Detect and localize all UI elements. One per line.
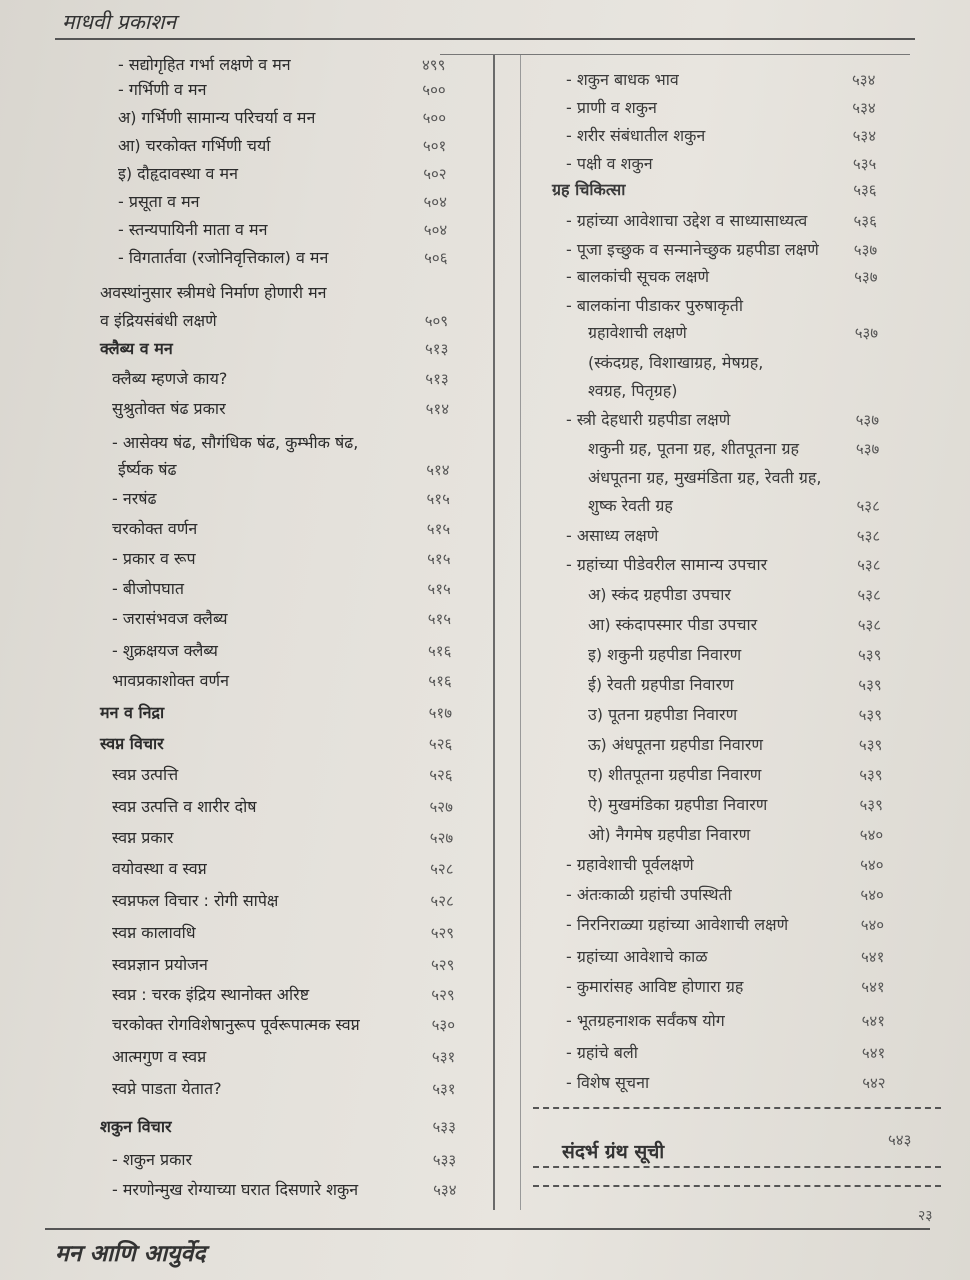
toc-entry-page: ५३८ — [857, 586, 881, 604]
toc-entry-page: ५४१ — [861, 978, 885, 996]
toc-entry-title: वयोवस्था व स्वप्न — [112, 859, 207, 878]
toc-entry-title: - असाध्य लक्षणे — [566, 526, 659, 545]
toc-entry-title: स्वप्न उत्पत्ति — [112, 765, 179, 784]
toc-entry-title: - शकुन बाधक भाव — [566, 70, 679, 89]
toc-entry-title: - ग्रहांच्या पीडेवरील सामान्य उपचार — [566, 555, 768, 574]
toc-entry-title: - शकुन प्रकार — [112, 1150, 193, 1169]
toc-entry-page: ५०४ — [423, 221, 448, 239]
toc-entry-title: - पक्षी व शकुन — [566, 154, 653, 173]
toc-entry-title: ए) शीतपूतना ग्रहपीडा निवारण — [588, 765, 762, 784]
toc-entry-title: - सद्योगृहित गर्भा लक्षणे व मन — [118, 55, 291, 74]
toc-entry-title: श्वग्रह, पितृग्रह) — [588, 381, 678, 400]
toc-entry-page: ५३९ — [859, 766, 883, 784]
toc-entry-title: स्वप्न विचार — [100, 734, 164, 753]
toc-entry-page: ५२९ — [431, 956, 455, 974]
toc-entry-page: ५३६ — [853, 212, 877, 230]
toc-entry-title: - जरासंभवज क्लैब्य — [112, 609, 228, 628]
reference-title: संदर्भ ग्रंथ सूची — [562, 1141, 665, 1163]
toc-entry-title: स्वप्नफल विचार : रोगी सापेक्ष — [112, 891, 279, 910]
toc-entry-page: ५१५ — [426, 520, 451, 538]
toc-entry-title: - प्रकार व रूप — [112, 549, 196, 568]
toc-entry-title: - नरषंढ — [112, 489, 157, 508]
toc-entry-page: ५३१ — [431, 1048, 456, 1066]
toc-entry-title: शकुनी ग्रह, पूतना ग्रह, शीतपूतना ग्रह — [588, 439, 799, 458]
reference-page: ५४३ — [888, 1131, 912, 1149]
toc-entry-title: - ग्रहांच्या आवेशाचे काळ — [566, 947, 708, 966]
toc-entry-page: ५३९ — [858, 646, 882, 664]
toc-entry-page: ४९९ — [422, 56, 446, 74]
toc-entry-page: ५१५ — [427, 550, 451, 568]
toc-entry-title: - शुक्रक्षयज क्लैब्य — [112, 641, 218, 660]
bottom-rule — [45, 1228, 930, 1230]
toc-entry-title: शुष्क रेवती ग्रह — [588, 496, 673, 515]
toc-entry-title: स्वप्न प्रकार — [112, 828, 174, 847]
toc-entry-title: - बीजोपघात — [112, 579, 184, 598]
toc-entry-page: ५०४ — [423, 193, 447, 211]
toc-entry-title: क्लैब्य व मन — [100, 339, 173, 358]
toc-entry-title: ईर्ष्यक षंढ — [118, 460, 177, 479]
toc-entry-page: ५१३ — [425, 370, 449, 388]
toc-entry-title: अंधपूतना ग्रह, मुखमंडिता ग्रह, रेवती ग्रह, — [588, 468, 822, 487]
toc-entry-page: ५३१ — [432, 1080, 456, 1098]
toc-entry-page: ५३३ — [432, 1151, 457, 1169]
toc-entry-title: आ) चरकोक्त गर्भिणी चर्या — [118, 136, 271, 155]
toc-entry-title: - प्रसूता व मन — [118, 192, 200, 211]
toc-entry-title: अवस्थांनुसार स्त्रीमधे निर्माण होणारी मन — [100, 283, 327, 302]
toc-entry-page: ५२७ — [429, 798, 453, 816]
toc-entry-page: ५३४ — [852, 127, 876, 145]
toc-entry-page: ५३८ — [857, 556, 881, 574]
toc-entry-title: - गर्भिणी व मन — [118, 80, 207, 99]
toc-entry-page: ५३८ — [856, 527, 881, 545]
toc-entry-page: ५४१ — [861, 1012, 885, 1030]
toc-entry-page: ५४१ — [861, 1044, 886, 1062]
book-title-footer: मन आणि आयुर्वेद — [55, 1241, 206, 1267]
toc-entry-title: अ) गर्भिणी सामान्य परिचर्या व मन — [118, 108, 316, 127]
toc-entry-title: - ग्रहांच्या आवेशाचा उद्देश व साध्यासाध्यत्व — [566, 211, 808, 230]
toc-entry-page: ५०० — [422, 109, 446, 127]
toc-entry-page: ५३९ — [858, 706, 882, 724]
toc-entry-page: ५३९ — [858, 676, 882, 694]
toc-entry-title: ऐ) मुखमंडिका ग्रहपीडा निवारण — [588, 795, 768, 814]
reference-bottom-dashes — [533, 1166, 941, 1168]
toc-entry-title: ओ) नैगमेष ग्रहपीडा निवारण — [588, 825, 751, 844]
toc-entry-page: ५३७ — [854, 324, 879, 342]
toc-entry-page: ५३४ — [433, 1181, 457, 1199]
toc-entry-title: स्वप्न उत्पत्ति व शारीर दोष — [112, 797, 257, 816]
toc-entry-page: ५४० — [860, 886, 884, 904]
toc-entry-title: - अंतःकाळी ग्रहांची उपस्थिती — [566, 885, 732, 904]
toc-entry-page: ५३९ — [858, 736, 883, 754]
toc-entry-title: आत्मगुण व स्वप्न — [112, 1047, 207, 1066]
publisher-header: माधवी प्रकाशन — [62, 10, 177, 34]
toc-entry-page: ५३४ — [852, 99, 876, 117]
toc-entry-page: ५०० — [422, 81, 446, 99]
toc-entry-page: ५३७ — [853, 241, 878, 259]
toc-entry-title: (स्कंदग्रह, विशाखाग्रह, मेषग्रह, — [588, 353, 764, 372]
toc-entry-title: - ग्रहावेशाची पूर्वलक्षणे — [566, 855, 694, 874]
reference-top-dashes — [533, 1107, 941, 1109]
toc-entry-title: स्वप्न कालावधि — [112, 923, 196, 942]
toc-entry-page: ५२६ — [428, 735, 453, 753]
toc-entry-title: - प्राणी व शकुन — [566, 98, 657, 117]
toc-entry-title: - कुमारांसह आविष्ट होणारा ग्रह — [566, 977, 744, 996]
toc-entry-title: - स्तन्यपायिनी माता व मन — [118, 220, 268, 239]
toc-entry-title: ऊ) अंधपूतना ग्रहपीडा निवारण — [588, 735, 763, 754]
toc-entry-title: ग्रह चिकित्सा — [552, 180, 626, 199]
toc-entry-page: ५४० — [860, 856, 884, 874]
toc-entry-page: ५४० — [860, 916, 885, 934]
toc-entry-page: ५२८ — [430, 860, 454, 878]
toc-entry-page: ५१५ — [427, 580, 451, 598]
toc-entry-title: ग्रहावेशाची लक्षणे — [588, 323, 687, 342]
toc-entry-page: ५२६ — [429, 766, 453, 784]
toc-entry-page: ५३७ — [855, 440, 880, 458]
toc-entry-page: ५०९ — [424, 312, 449, 330]
toc-entry-title: - विशेष सूचना — [566, 1073, 650, 1092]
toc-entry-page: ५१७ — [428, 704, 452, 722]
toc-entry-page: ५३७ — [855, 411, 879, 429]
toc-entry-page: ५१५ — [426, 490, 450, 508]
toc-entry-title: चरकोक्त रोगविशेषानुरूप पूर्वरूपात्मक स्वप्न — [112, 1015, 360, 1034]
toc-entry-page: ५३३ — [432, 1118, 456, 1136]
toc-entry-page: ५०१ — [422, 137, 447, 155]
toc-entry-title: उ) पूतना ग्रहपीडा निवारण — [588, 705, 738, 724]
toc-entry-page: ५३८ — [857, 616, 882, 634]
toc-entry-page: ५१४ — [426, 461, 450, 479]
toc-entry-page: ५१६ — [428, 642, 452, 660]
toc-entry-page: ५२७ — [429, 829, 454, 847]
toc-entry-page: ५२९ — [431, 986, 455, 1004]
toc-entry-page: ५३४ — [852, 71, 876, 89]
toc-entry-title: - भूतग्रहनाशक सर्वंकष योग — [566, 1011, 725, 1030]
toc-entry-page: ५३९ — [859, 796, 883, 814]
page-number: २३ — [918, 1208, 933, 1224]
toc-entry-title: चरकोक्त वर्णन — [112, 519, 198, 538]
toc-entry-title: मन व निद्रा — [100, 703, 165, 722]
toc-entry-page: ५१५ — [427, 610, 452, 628]
toc-entry-title: व इंद्रियसंबंधी लक्षणे — [100, 311, 217, 330]
toc-entry-title: शकुन विचार — [100, 1117, 172, 1136]
toc-entry-title: स्वप्ने पाडता येतात? — [112, 1079, 222, 1098]
toc-entry-page: ५२९ — [430, 924, 455, 942]
toc-entry-title: क्लैब्य म्हणजे काय? — [112, 369, 228, 388]
toc-entry-title: - पूजा इच्छुक व सन्मानेच्छुक ग्रहपीडा लक्षणे — [566, 240, 819, 259]
toc-entry-page: ५०६ — [424, 249, 448, 267]
reference-bottom-dashes-2 — [533, 1185, 941, 1187]
toc-entry-page: ५१३ — [425, 340, 449, 358]
toc-entry-title: - बालकांना पीडाकर पुरुषाकृती — [566, 296, 743, 315]
toc-entry-title: - विगतार्तवा (रजोनिवृत्तिकाल) व मन — [118, 248, 329, 267]
toc-entry-page: ५२८ — [430, 892, 454, 910]
toc-entry-title: इ) शकुनी ग्रहपीडा निवारण — [588, 645, 742, 664]
toc-entry-page: ५४० — [859, 826, 884, 844]
toc-entry-title: भावप्रकाशोक्त वर्णन — [112, 671, 229, 690]
toc-entry-title: - ग्रहांचे बली — [566, 1043, 638, 1062]
toc-entry-page: ५३८ — [856, 497, 880, 515]
toc-entry-title: स्वप्नज्ञान प्रयोजन — [112, 955, 208, 974]
toc-entry-title: आ) स्कंदापस्मार पीडा उपचार — [588, 615, 758, 634]
toc-entry-page: ५०२ — [423, 165, 447, 183]
toc-entry-title: अ) स्कंद ग्रहपीडा उपचार — [588, 585, 731, 604]
toc-entry-title: स्वप्न : चरक इंद्रिय स्थानोक्त अरिष्ट — [112, 985, 310, 1004]
toc-entry-title: ई) रेवती ग्रहपीडा निवारण — [588, 675, 734, 694]
toc-entry-page: ५३७ — [854, 268, 878, 286]
toc-entry-page: ५३० — [431, 1016, 455, 1034]
toc-entry-title: इ) दौहृदावस्था व मन — [118, 164, 238, 183]
toc-entry-page: ५३६ — [853, 181, 877, 199]
toc-entry-title: - आसेक्य षंढ, सौगंधिक षंढ, कुम्भीक षंढ, — [112, 433, 359, 452]
toc-entry-page: ५४२ — [862, 1074, 886, 1092]
toc-entry-title: सुश्रुतोक्त षंढ प्रकार — [112, 399, 226, 418]
toc-entry-title: - बालकांची सूचक लक्षणे — [566, 267, 710, 286]
toc-entry-title: - शरीर संबंधातील शकुन — [566, 126, 706, 145]
toc-entry-title: - स्त्री देहधारी ग्रहपीडा लक्षणे — [566, 410, 731, 429]
toc-entry-title: - मरणोन्मुख रोग्याच्या घरात दिसणारे शकुन — [112, 1180, 359, 1199]
toc-entry-page: ५१४ — [425, 400, 449, 418]
toc-entry-page: ५३५ — [852, 155, 877, 173]
toc-entry-title: - निरनिराळ्या ग्रहांच्या आवेशाची लक्षणे — [566, 915, 789, 934]
toc-entry-page: ५४१ — [861, 948, 885, 966]
toc-entry-page: ५१६ — [428, 672, 452, 690]
